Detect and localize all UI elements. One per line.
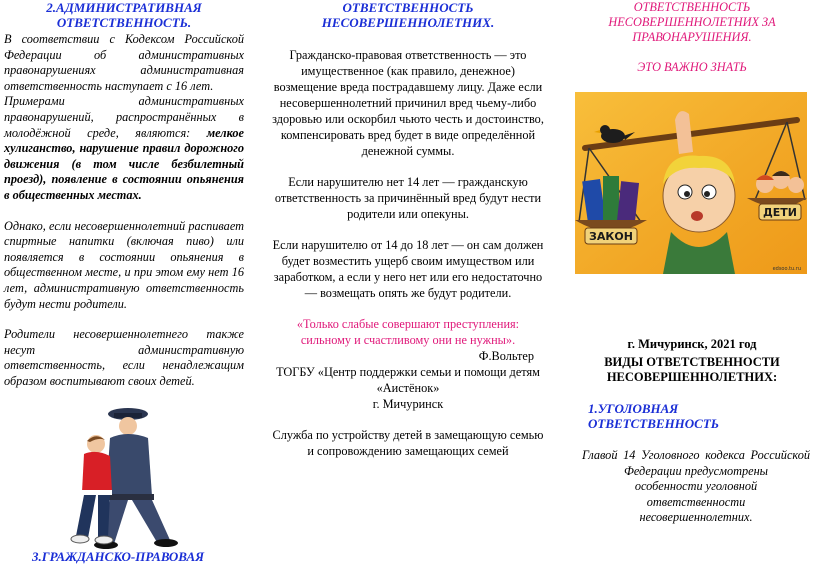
organization-name: ТОГБУ «Центр поддержки семьи и помощи детям «Аистёнок» (276, 365, 540, 395)
administrative-p4: Родители несовершеннолетнего также несут административную ответственность, если ненадлежащим образом воспитывают своих детей. (4, 327, 244, 388)
boy-and-policeman-image (66, 404, 186, 550)
civil-p2: Если нарушителю нет 14 лет — гражданскую ответственность за причинённый вред будут нести родители или опекуны. (274, 175, 542, 221)
criminal-heading: 1.УГОЛОВНАЯ ОТВЕТСТВЕННОСТЬ (588, 401, 720, 431)
cover-title-line1: ОТВЕТСТВЕННОСТЬ (633, 0, 751, 14)
administrative-p1: В соответствии с Кодексом Российской Федерации об административных правонарушениях административная ответственность наступает с 16 лет. (4, 32, 244, 93)
column-civil (272, 0, 544, 582)
administrative-p2-bold: мелкое хулиганство, нарушение правил дорожного движения (в том числе безбилетный проезд), появление в состоянии опьянения в общественных местах. (4, 125, 244, 202)
cover-title-line3: ПРАВОНАРУШЕНИЯ. (632, 30, 752, 44)
kinds-title: ВИДЫ ОТВЕТСТВЕННОСТИ НЕСОВЕРШЕННОЛЕТНИХ: (604, 355, 780, 384)
administrative-p2 (4, 94, 244, 203)
administrative-p2-plain: Примерами административных правонарушений, распространённых в молодёжной среде, являются: (4, 94, 244, 140)
cover-title-line2: НЕСОВЕРШЕННОЛЕТНИХ ЗА (608, 15, 776, 29)
civil-heading: 3.ГРАЖДАНСКО-ПРАВОВАЯ (32, 549, 205, 564)
civil-text (272, 47, 544, 459)
image-watermark: edsoo.tu.ru (772, 266, 801, 272)
administrative-p3: Однако, если несовершеннолетний распивает спиртные напитки (включая пиво) или появляется в состоянии опьянения в общественном месте, и при этом ему нет 16 лет, административную ответственность будут нести родители. (4, 218, 244, 311)
law-label (585, 228, 637, 244)
city-year: г. Мичуринск, 2021 год (627, 337, 757, 351)
criminal-chapter-line: Главой 14 Уголовного кодекса Российской (582, 448, 810, 462)
important-note: ЭТО ВАЖНО ЗНАТЬ (637, 60, 747, 74)
kids-label-text: ДЕТИ (762, 206, 798, 219)
criminal-text (582, 448, 810, 526)
cover-title (568, 0, 816, 75)
organization-city: г. Мичуринск (372, 397, 444, 411)
civil-heading-continued: ОТВЕТСТВЕННОСТЬ НЕСОВЕРШЕННОЛЕТНИХ. (321, 0, 495, 30)
service-name: Служба по устройству детей в замещающую семью и сопровождению замещающих семей (272, 428, 544, 458)
administrative-heading: 2.АДМИНИСТРАТИВНАЯ ОТВЕТСТВЕННОСТЬ. (46, 0, 202, 30)
kids-label (759, 204, 801, 220)
administrative-text (4, 32, 244, 389)
quote-author: Ф.Вольтер (478, 349, 534, 363)
scales-illustration (575, 92, 807, 274)
law-label-text: ЗАКОН (589, 230, 633, 243)
voltaire-quote: «Только слабые совершают преступления: сильному и счастливому они не нужны». (296, 317, 520, 347)
criminal-chapter-rest: Федерации предусмотрены особенности уголовной ответственности несовершеннолетних. (623, 463, 769, 525)
civil-p3: Если нарушителю от 14 до 18 лет — он сам должен будет возместить ущерб своим имуществом или заработком, а если у него нет или его недостаточно — возмещать опять же будут родители. (272, 238, 544, 300)
civil-p1: Гражданско-правовая ответственность — это имущественное (как правило, денежное) возмещение вреда пострадавшему лицу. Даже если несовершеннолетний причинил вред чьему-либо здоровью или оскорбил чьюто честь и достоинство, компенсировать вред будет в виде определённой денежной суммы. (272, 48, 544, 158)
